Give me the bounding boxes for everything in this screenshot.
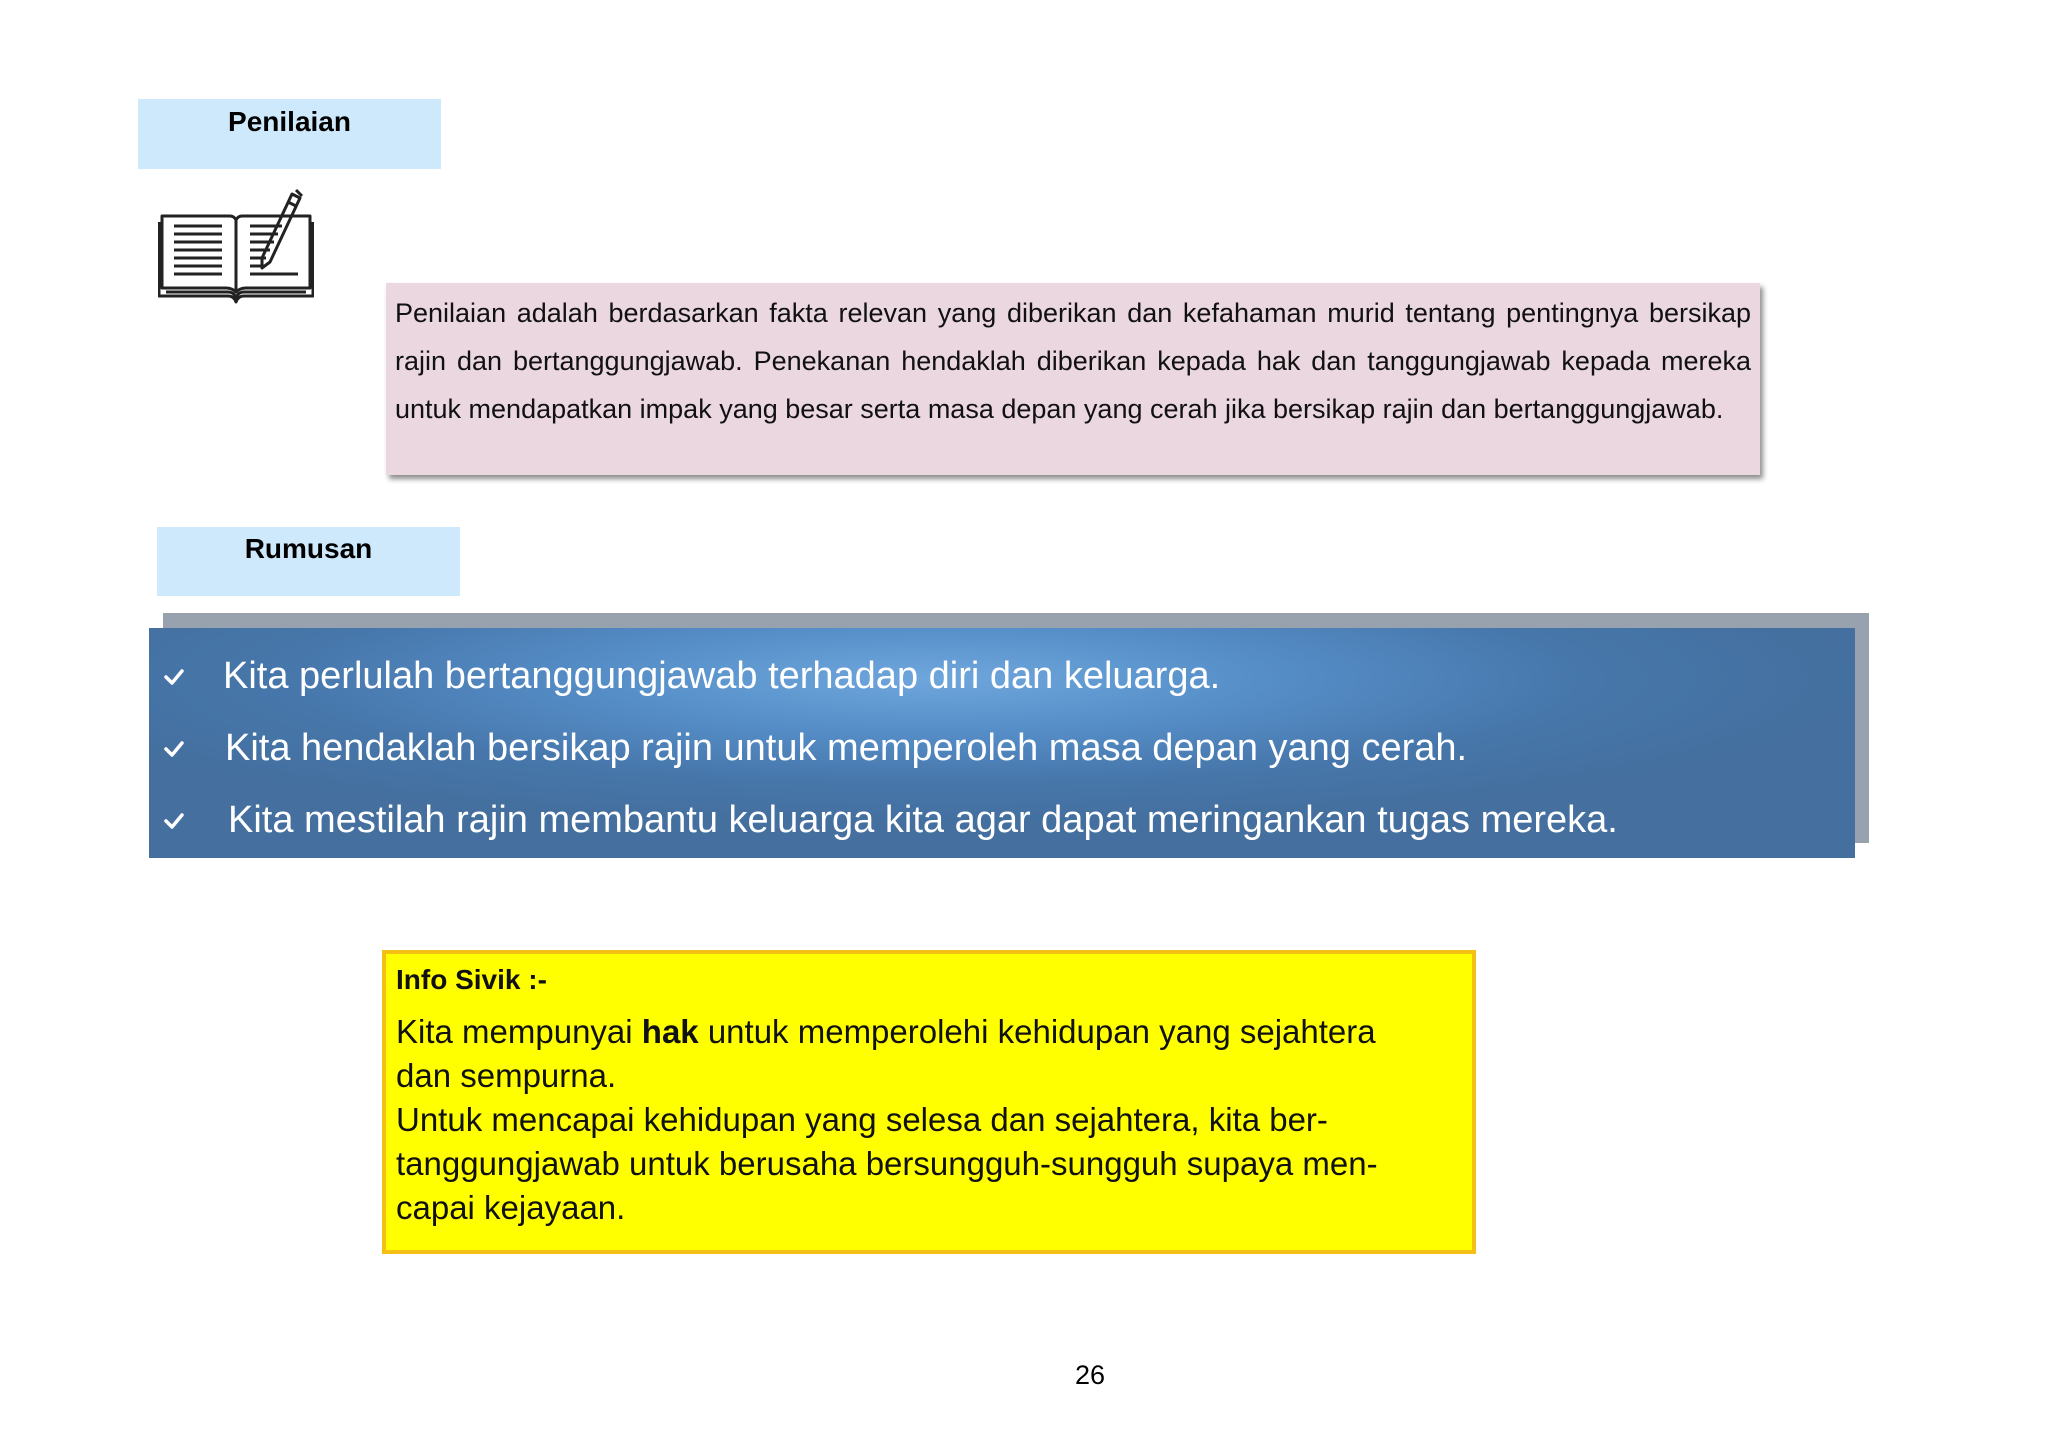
info-sivik-body bbox=[396, 1010, 1462, 1230]
info-sivik-line bbox=[396, 1010, 1462, 1054]
info-text: Kita mempunyai bbox=[396, 1013, 642, 1050]
page-number: 26 bbox=[1074, 1360, 1106, 1390]
info-bold-text: hak bbox=[641, 1013, 699, 1050]
info-text: untuk memperolehi kehidupan yang sejahtera bbox=[698, 1013, 1376, 1050]
penilaian-text-box bbox=[386, 283, 1760, 475]
rumusan-item-text: Kita perlulah bertanggungjawab terhadap diri dan keluarga. bbox=[223, 654, 1221, 697]
info-sivik-title: Info Sivik :- bbox=[396, 964, 547, 995]
checkmark-icon bbox=[163, 666, 185, 688]
checkmark-icon bbox=[163, 738, 185, 760]
section-label-penilaian bbox=[138, 99, 441, 169]
section-label-rumusan bbox=[157, 527, 460, 596]
section-label-text: Penilaian bbox=[228, 106, 351, 137]
rumusan-item-text: Kita hendaklah bersikap rajin untuk memperoleh masa depan yang cerah. bbox=[225, 726, 1468, 769]
info-sivik-box bbox=[382, 950, 1476, 1254]
rumusan-item bbox=[149, 712, 1855, 784]
rumusan-item bbox=[149, 640, 1855, 712]
book-with-pen-icon bbox=[158, 188, 314, 304]
penilaian-text: Penilaian adalah berdasarkan fakta relevan yang diberikan dan kefahaman murid tentang pentingnya bersikap rajin dan bertanggungjawab. Penekanan hendaklah diberikan kepada hak dan tanggungjawab kepada mereka untuk mendapatkan impak yang besar serta masa depan yang cerah jika bersikap rajin dan bertanggungjawab. bbox=[395, 298, 1751, 424]
info-sivik-line: Untuk mencapai kehidupan yang selesa dan sejahtera, kita ber- bbox=[396, 1101, 1328, 1138]
rumusan-item-text: Kita mestilah rajin membantu keluarga kita agar dapat meringankan tugas mereka. bbox=[228, 798, 1618, 841]
rumusan-box bbox=[149, 628, 1855, 858]
rumusan-item bbox=[149, 784, 1855, 856]
checkmark-icon bbox=[163, 810, 185, 832]
info-sivik-line: capai kejayaan. bbox=[396, 1189, 626, 1226]
info-sivik-line: tanggungjawab untuk berusaha bersungguh-sungguh supaya men- bbox=[396, 1145, 1378, 1182]
info-sivik-line: dan sempurna. bbox=[396, 1057, 617, 1094]
section-label-text: Rumusan bbox=[244, 533, 373, 564]
